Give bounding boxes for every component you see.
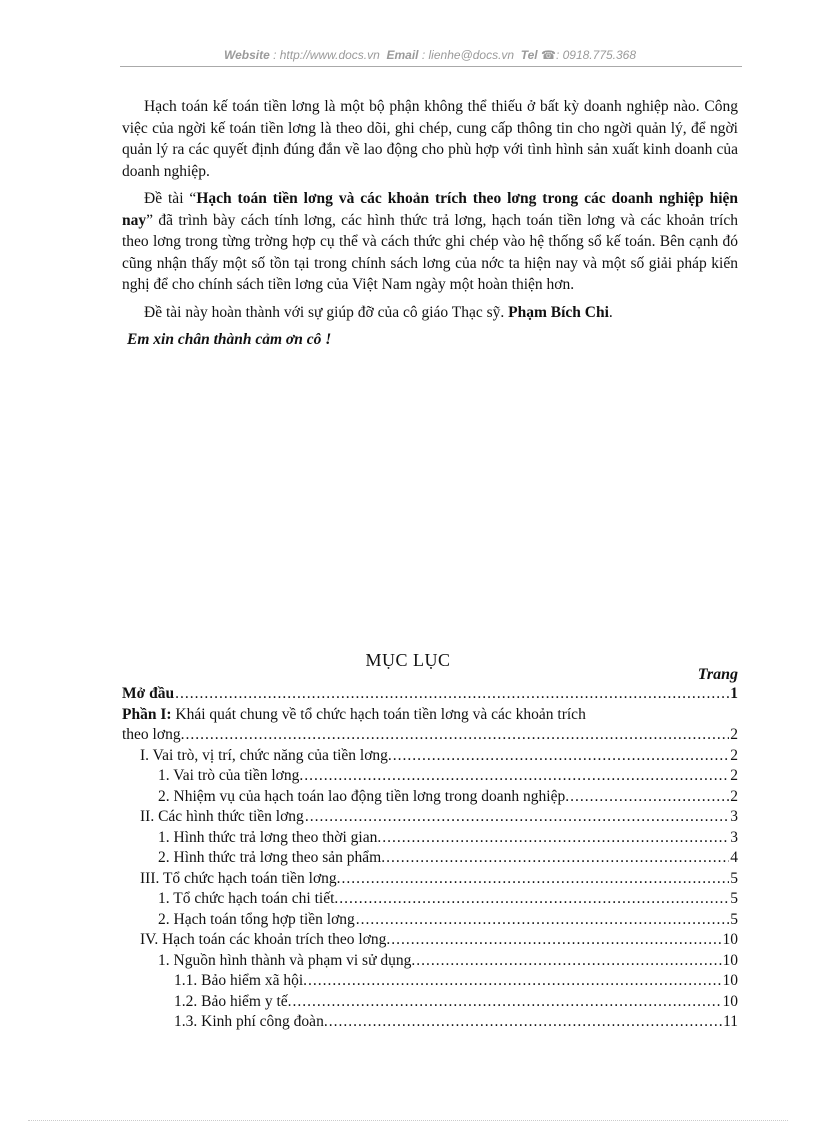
toc-leader-dots xyxy=(356,910,729,931)
toc-page-number: 10 xyxy=(722,992,738,1010)
toc-entry-text: 1. Tổ chức hạch toán chi tiết. xyxy=(158,890,339,907)
toc-entry-label: Phần I: xyxy=(122,705,172,723)
toc-page-number: 5 xyxy=(730,910,738,928)
toc-entry-text: I. Vai trò, vị trí, chức năng của tiền lơng. xyxy=(140,746,392,764)
toc-leader-dots xyxy=(308,971,721,992)
tel-value: ☎: 0918.775.368 xyxy=(541,48,637,62)
toc-leader-dots xyxy=(570,787,729,808)
toc-entry[interactable] xyxy=(122,766,738,787)
thesis-title: Hạch toán tiền lơng và các khoản trích theo lơng trong các doanh nghiệp hiện nay xyxy=(122,190,738,229)
toc-entry-text: 2. Hình thức trả lơng theo sản phẩm. xyxy=(158,849,386,866)
toc-page-number: 5 xyxy=(730,890,738,907)
toc-page-number: 2 xyxy=(730,746,738,764)
toc-entry[interactable] xyxy=(122,787,738,808)
toc-entry-text: 1.1. Bảo hiểm xã hội. xyxy=(174,972,308,989)
toc-entry[interactable] xyxy=(122,848,738,869)
website-value: : http://www.docs.vn xyxy=(273,48,380,62)
toc-entry-text: III. Tổ chức hạch toán tiền lơng. xyxy=(140,869,341,887)
toc-page-number: 5 xyxy=(730,869,738,887)
p2-pre: Đề tài “ xyxy=(144,190,197,207)
toc-leader-dots xyxy=(416,951,721,972)
thanks-line: Em xin chân thành cảm ơn cô ! xyxy=(127,331,332,348)
toc-leader-dots xyxy=(342,869,730,890)
toc-leader-dots xyxy=(386,848,729,869)
toc-page-number: 10 xyxy=(722,951,738,969)
toc-entry-text: 1. Hình thức trả lơng theo thời gian. xyxy=(158,828,382,846)
intro-section xyxy=(122,96,738,357)
toc-entry[interactable] xyxy=(122,807,738,828)
toc-leader-dots xyxy=(304,766,729,787)
toc-page-number: 2 xyxy=(730,767,738,784)
toc-entry[interactable] xyxy=(122,746,738,767)
toc-entry[interactable] xyxy=(122,828,738,849)
toc-entry-text: Khái quát chung về tổ chức hạch toán tiền lơng và các khoản trích xyxy=(171,705,586,723)
toc-leader-dots xyxy=(305,807,729,828)
toc-entry[interactable] xyxy=(122,951,738,972)
p3-pre: Đề tài này hoàn thành với sự giúp đỡ của cô giáo Thạc sỹ. xyxy=(144,303,509,321)
toc-entry-text: II. Các hình thức tiền lơng xyxy=(140,808,304,825)
toc-page-number: 1 xyxy=(730,685,738,702)
p3-post: . xyxy=(608,303,613,321)
toc-page-number: 3 xyxy=(730,808,738,825)
toc-entry-text: 2. Nhiệm vụ của hạch toán lao động tiền lơng trong doanh nghiệp. xyxy=(158,787,570,805)
bottom-divider xyxy=(28,1120,788,1121)
toc-entry-text: 2. Hạch toán tổng hợp tiền lơng xyxy=(158,910,355,928)
toc-leader-dots xyxy=(185,725,729,746)
toc-entry-text: 1. Vai trò của tiền lơng. xyxy=(158,767,304,784)
header-divider xyxy=(120,66,742,67)
toc-entry-text: Mở đầu xyxy=(122,685,175,702)
toc-entry-text: IV. Hạch toán các khoản trích theo lơng. xyxy=(140,931,391,948)
toc-entry[interactable] xyxy=(122,684,738,705)
toc-page-number: 11 xyxy=(723,1013,738,1030)
toc-entry-text: 1.2. Bảo hiểm y tế. xyxy=(174,992,292,1010)
toc-page-number: 10 xyxy=(722,972,738,989)
toc-entry[interactable] xyxy=(122,1012,738,1033)
intro-paragraph-2 xyxy=(122,188,738,296)
toc-leader-dots xyxy=(339,889,729,910)
intro-paragraph-1: Hạch toán kế toán tiền lơng là một bộ phận không thể thiếu ở bất kỳ doanh nghiệp nào. Công việc của ngời kế toán tiền lơng là theo dõi, ghi chép, cung cấp thông tin cho ngời quản lý, để ngời quản lý ra các quyết định đúng đắn về lao động cho phù hợp với tình hình sản xuất kinh doanh của doanh nghiệp. xyxy=(122,98,738,180)
toc-leader-dots xyxy=(393,746,729,767)
toc-entry[interactable] xyxy=(122,992,738,1013)
toc-page-number: 3 xyxy=(730,828,738,846)
toc-entry-heading xyxy=(122,705,738,726)
toc-leader-dots xyxy=(329,1012,722,1033)
table-of-contents xyxy=(122,684,738,1033)
email-label: Email xyxy=(386,48,419,62)
toc-entry[interactable] xyxy=(122,725,738,746)
advisor-name: Phạm Bích Chi xyxy=(508,303,609,321)
toc-leader-dots xyxy=(382,828,729,849)
toc-page-number: 2 xyxy=(730,787,738,805)
toc-entry[interactable] xyxy=(122,971,738,992)
intro-paragraph-3 xyxy=(122,302,738,324)
toc-entry[interactable] xyxy=(122,930,738,951)
toc-entry-text: theo lơng. xyxy=(122,726,185,743)
toc-leader-dots xyxy=(391,930,721,951)
tel-label: Tel xyxy=(520,48,538,62)
page-header xyxy=(120,48,740,62)
toc-entry-text: 1.3. Kinh phí công đoàn. xyxy=(174,1013,328,1030)
p2-post: ” đã trình bày cách tính lơng, các hình thức trả lơng, hạch toán tiền lơng và các khoản trích theo lơng trong từng trờng hợp cụ thể và cách thức ghi chép vào hệ thống sổ kế toán. Bên cạnh đó cũng nhận thấy một số tồn tại trong chính sách lơng của nớc ta hiện nay và một số giải pháp kiến nghị để cho chính sách tiền lơng của Việt Nam ngày một hoàn thiện hơn. xyxy=(122,211,738,293)
toc-page-label: Trang xyxy=(697,666,738,683)
toc-page-number: 10 xyxy=(722,931,738,948)
toc-entry[interactable] xyxy=(122,910,738,931)
toc-entry-text: 1. Nguồn hình thành và phạm vi sử dụng. xyxy=(158,951,416,969)
email-value: : lienhe@docs.vn xyxy=(421,48,515,62)
toc-leader-dots xyxy=(293,992,722,1013)
toc-entry[interactable] xyxy=(122,869,738,890)
toc-title: MỤC LỤC xyxy=(365,650,451,670)
toc-page-number: 4 xyxy=(730,849,738,866)
toc-leader-dots xyxy=(175,684,729,705)
website-label: Website xyxy=(223,48,270,62)
toc-entry[interactable] xyxy=(122,889,738,910)
toc-page-number: 2 xyxy=(730,726,738,743)
